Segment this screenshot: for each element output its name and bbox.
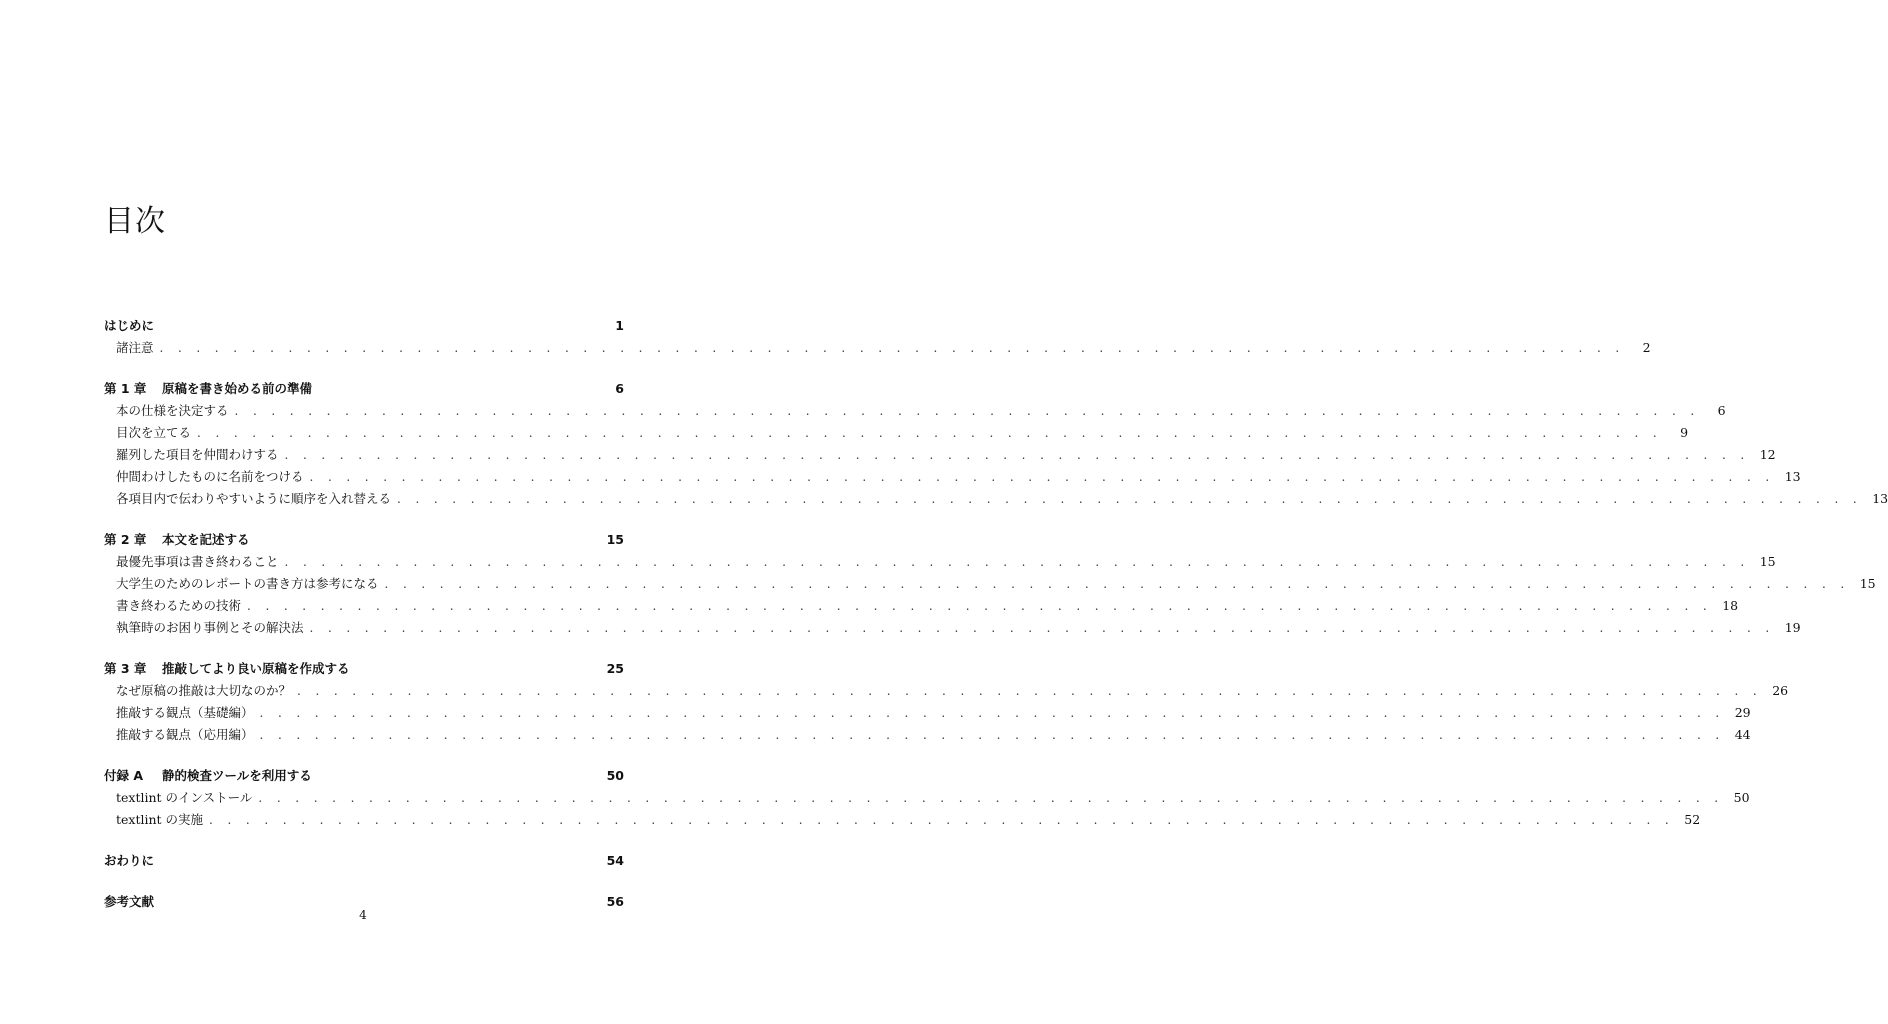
section-title: textlint のインストール bbox=[116, 790, 253, 805]
dot-leader: . . . . . . . . . . . . . . . . . . . . . . . . . . . . . . . . . . . . . . . . . . . . . . . . . . . . . . . . . . . . . . . . . . . . . . . . . . . . . . . . bbox=[384, 577, 1850, 591]
toc-chapter bbox=[104, 766, 1750, 832]
dot-leader: . . . . . . . . . . . . . . . . . . . . . . . . . . . . . . . . . . . . . . . . . . . . . . . . . . . . . . . . . . . . . . . . . . . . . . . . . . . . . . . . bbox=[284, 448, 1750, 462]
chapter-page-number: 15 bbox=[606, 532, 624, 547]
chapter-page-number: 6 bbox=[615, 381, 624, 396]
table-of-contents bbox=[104, 316, 1888, 933]
toc-chapter-entry[interactable] bbox=[104, 851, 624, 873]
chapter-number: 第 3 章 bbox=[104, 661, 147, 676]
dot-leader: . . . . . . . . . . . . . . . . . . . . . . . . . . . . . . . . . . . . . . . . . . . . . . . . . . . . . . . . . . . . . . . . . . . . . . . . . . . . . . . . bbox=[234, 404, 1700, 418]
section-title: 推敲する観点（基礎編） bbox=[116, 705, 254, 720]
section-page-number: 13 bbox=[1872, 491, 1888, 506]
section-title: 書き終わるための技術 bbox=[116, 598, 242, 613]
toc-section-entry[interactable] bbox=[104, 703, 1751, 725]
toc-section-entry[interactable] bbox=[104, 596, 1739, 618]
toc-section-entry[interactable] bbox=[104, 552, 1776, 574]
chapter-title: おわりに bbox=[104, 853, 155, 868]
section-title: 羅列した項目を仲間わけする bbox=[116, 447, 279, 462]
toc-section-entry[interactable] bbox=[104, 489, 1888, 511]
section-title: 大学生のためのレポートの書き方は参考になる bbox=[116, 576, 379, 591]
toc-section-entry[interactable] bbox=[104, 810, 1701, 832]
chapter-page-number: 25 bbox=[606, 661, 624, 676]
section-title: 本の仕様を決定する bbox=[116, 403, 229, 418]
chapter-page-number: 56 bbox=[606, 894, 624, 909]
section-title: 諸注意 bbox=[116, 340, 154, 355]
toc-section-entry[interactable] bbox=[104, 725, 1751, 747]
toc-section-entry[interactable] bbox=[104, 788, 1750, 810]
section-title: 仲間わけしたものに名前をつける bbox=[116, 469, 304, 484]
dot-leader: . . . . . . . . . . . . . . . . . . . . . . . . . . . . . . . . . . . . . . . . . . . . . . . . . . . . . . . . . . . . . . . . . . . . . . . . . . . . . . . . bbox=[259, 728, 1725, 742]
section-title: 各項目内で伝わりやすいように順序を入れ替える bbox=[116, 491, 392, 506]
chapter-number: 付録 A bbox=[104, 768, 144, 783]
toc-chapter bbox=[104, 659, 1789, 747]
page-title: 目次 bbox=[104, 204, 166, 239]
section-title: なぜ原稿の推敲は大切なのか？ bbox=[116, 683, 292, 698]
dot-leader: . . . . . . . . . . . . . . . . . . . . . . . . . . . . . . . . . . . . . . . . . . . . . . . . . . . . . . . . . . . . . . . . . . . . . . . . . . . . . . . . bbox=[397, 492, 1863, 506]
dot-leader: . . . . . . . . . . . . . . . . . . . . . . . . . . . . . . . . . . . . . . . . . . . . . . . . . . . . . . . . . . . . . . . . . . . . . . . . . . . . . . . . bbox=[247, 599, 1713, 613]
dot-leader: . . . . . . . . . . . . . . . . . . . . . . . . . . . . . . . . . . . . . . . . . . . . . . . . . . . . . . . . . . . . . . . . . . . . . . . . . . . . . . . . bbox=[309, 621, 1775, 635]
section-page-number: 52 bbox=[1684, 812, 1701, 827]
toc-section-entry[interactable] bbox=[104, 423, 1689, 445]
dot-leader: . . . . . . . . . . . . . . . . . . . . . . . . . . . . . . . . . . . . . . . . . . . . . . . . . . . . . . . . . . . . . . . . . . . . . . . . . . . . . . . . bbox=[284, 555, 1750, 569]
section-page-number: 15 bbox=[1859, 576, 1876, 591]
toc-chapter bbox=[104, 851, 624, 873]
chapter-title: 静的検査ツールを利用する bbox=[162, 768, 312, 783]
toc-chapter bbox=[104, 530, 1876, 640]
toc-chapter-entry[interactable] bbox=[104, 766, 624, 788]
toc-section-entry[interactable] bbox=[104, 618, 1801, 640]
chapter-page-number: 54 bbox=[606, 853, 624, 868]
section-title: 執筆時のお困り事例とその解決法 bbox=[116, 620, 304, 635]
toc-section-entry[interactable] bbox=[104, 467, 1801, 489]
toc-section-entry[interactable] bbox=[104, 574, 1876, 596]
section-page-number: 13 bbox=[1784, 469, 1801, 484]
toc-chapter-entry[interactable] bbox=[104, 659, 624, 681]
section-page-number: 15 bbox=[1759, 554, 1776, 569]
toc-chapter-entry[interactable] bbox=[104, 316, 624, 338]
section-title: textlint の実施 bbox=[116, 812, 204, 827]
toc-chapter-entry[interactable] bbox=[104, 530, 624, 552]
section-page-number: 9 bbox=[1680, 425, 1689, 440]
chapter-number: 第 2 章 bbox=[104, 532, 147, 547]
dot-leader: . . . . . . . . . . . . . . . . . . . . . . . . . . . . . . . . . . . . . . . . . . . . . . . . . . . . . . . . . . . . . . . . . . . . . . . . . . . . . . . . bbox=[209, 813, 1675, 827]
chapter-title: 参考文献 bbox=[104, 894, 155, 909]
section-page-number: 19 bbox=[1784, 620, 1801, 635]
dot-leader: . . . . . . . . . . . . . . . . . . . . . . . . . . . . . . . . . . . . . . . . . . . . . . . . . . . . . . . . . . . . . . . . . . . . . . . . . . . . . . . . bbox=[259, 706, 1725, 720]
chapter-title: 本文を記述する bbox=[162, 532, 250, 547]
toc-chapter-entry[interactable] bbox=[104, 379, 624, 401]
section-page-number: 6 bbox=[1717, 403, 1726, 418]
chapter-title: はじめに bbox=[104, 318, 155, 333]
chapter-page-number: 50 bbox=[606, 768, 624, 783]
dot-leader: . . . . . . . . . . . . . . . . . . . . . . . . . . . . . . . . . . . . . . . . . . . . . . . . . . . . . . . . . . . . . . . . . . . . . . . . . . . . . . . . bbox=[297, 684, 1763, 698]
dot-leader: . . . . . . . . . . . . . . . . . . . . . . . . . . . . . . . . . . . . . . . . . . . . . . . . . . . . . . . . . . . . . . . . . . . . . . . . . . . . . . . . bbox=[258, 791, 1724, 805]
section-title: 目次を立てる bbox=[116, 425, 192, 440]
section-page-number: 44 bbox=[1734, 727, 1751, 742]
section-title: 推敲する観点（応用編） bbox=[116, 727, 254, 742]
toc-section-entry[interactable] bbox=[104, 681, 1789, 703]
toc-chapter bbox=[104, 379, 1888, 511]
section-page-number: 26 bbox=[1772, 683, 1789, 698]
page-number: 4 bbox=[359, 908, 367, 922]
dot-leader: . . . . . . . . . . . . . . . . . . . . . . . . . . . . . . . . . . . . . . . . . . . . . . . . . . . . . . . . . . . . . . . . . . . . . . . . . . . . . . . . bbox=[309, 470, 1775, 484]
chapter-title: 推敲してより良い原稿を作成する bbox=[162, 661, 350, 676]
dot-leader: . . . . . . . . . . . . . . . . . . . . . . . . . . . . . . . . . . . . . . . . . . . . . . . . . . . . . . . . . . . . . . . . . . . . . . . . . . . . . . . . bbox=[197, 426, 1663, 440]
chapter-title: 原稿を書き始める前の準備 bbox=[162, 381, 313, 396]
section-page-number: 12 bbox=[1759, 447, 1776, 462]
toc-section-entry[interactable] bbox=[104, 401, 1726, 423]
toc-chapter bbox=[104, 316, 1651, 360]
section-title: 最優先事項は書き終わること bbox=[116, 554, 279, 569]
chapter-page-number: 1 bbox=[615, 318, 624, 333]
toc-section-entry[interactable] bbox=[104, 445, 1776, 467]
section-page-number: 2 bbox=[1642, 340, 1651, 355]
section-page-number: 50 bbox=[1733, 790, 1750, 805]
toc-section-entry[interactable] bbox=[104, 338, 1651, 360]
section-page-number: 18 bbox=[1722, 598, 1739, 613]
section-page-number: 29 bbox=[1734, 705, 1751, 720]
dot-leader: . . . . . . . . . . . . . . . . . . . . . . . . . . . . . . . . . . . . . . . . . . . . . . . . . . . . . . . . . . . . . . . . . . . . . . . . . . . . . . . . bbox=[159, 341, 1625, 355]
chapter-number: 第 1 章 bbox=[104, 381, 147, 396]
